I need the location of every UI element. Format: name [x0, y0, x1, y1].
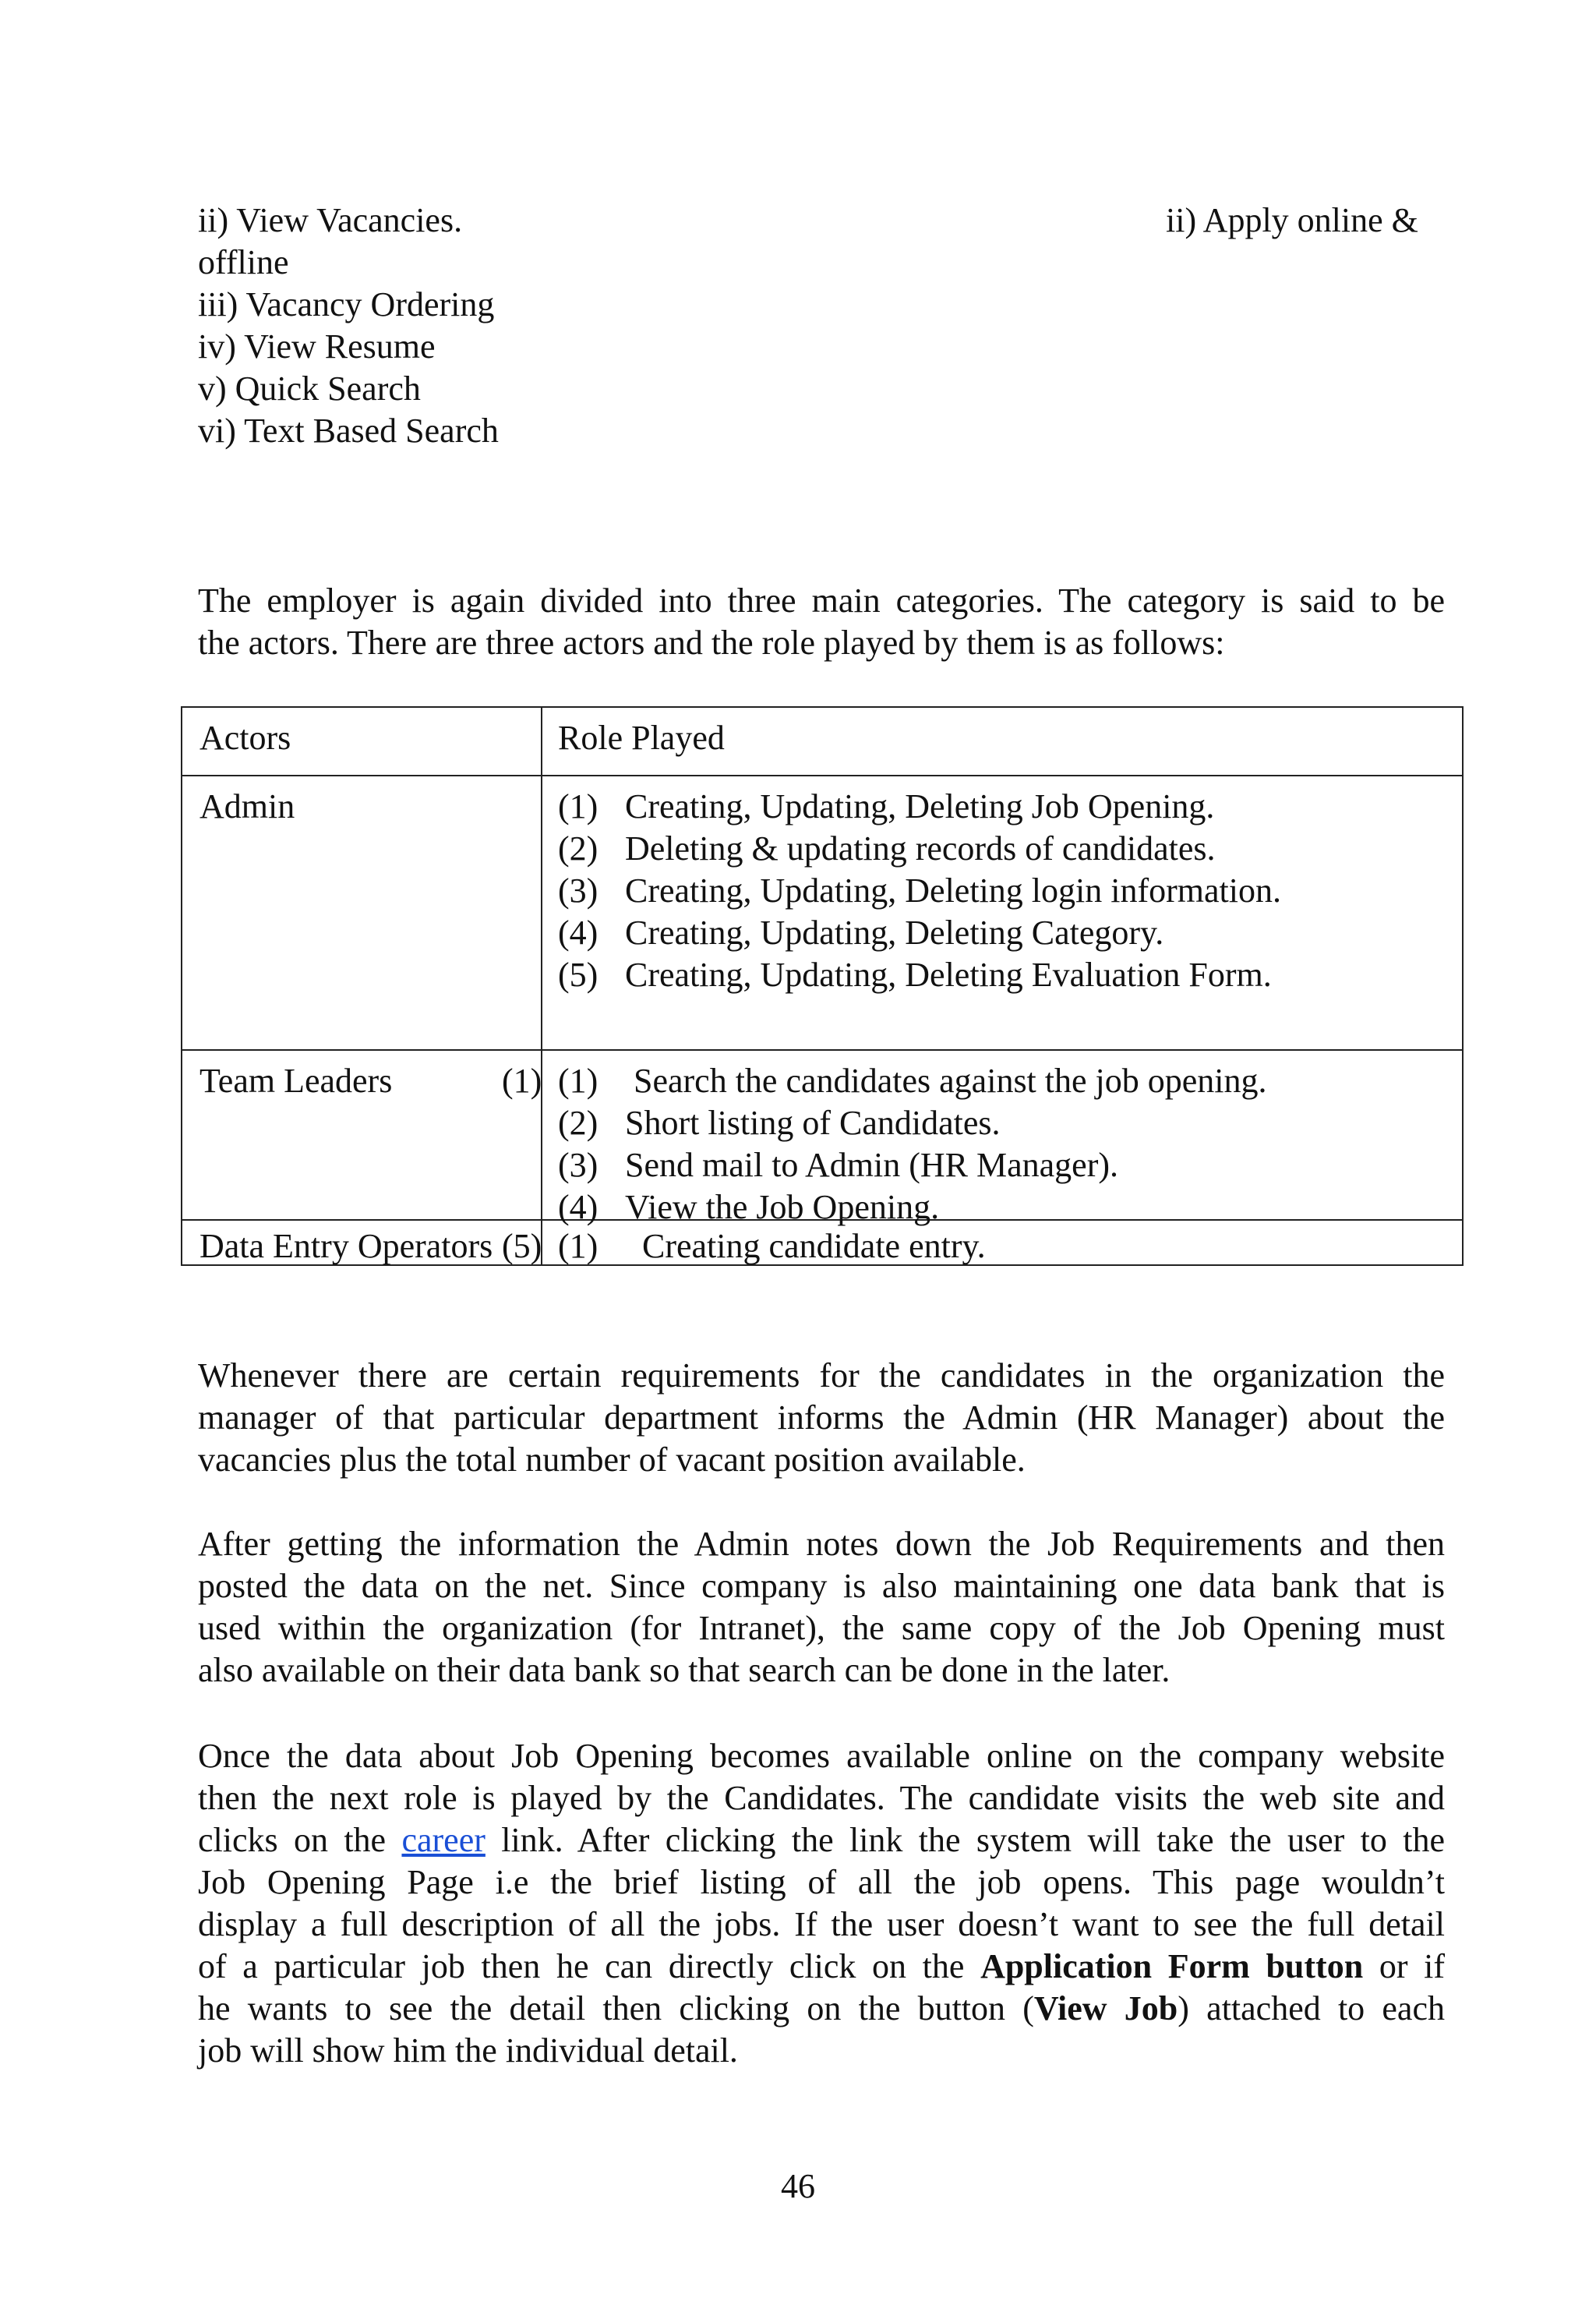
table-row-divider — [182, 775, 1462, 776]
paragraph-line: posted the data on the net. Since company is also maintaining one data bank that is — [198, 1567, 1445, 1605]
row-marker: (5) — [502, 1227, 542, 1265]
list-item: offline — [198, 243, 289, 281]
admin-roles — [558, 786, 1281, 996]
application-form-button-text: Application Form button — [980, 1947, 1364, 1985]
role-item: (2) Short listing of Candidates. — [558, 1104, 1001, 1142]
row-marker: (1) — [502, 1062, 542, 1100]
role-item: (3) Creating, Updating, Deleting login information. — [558, 871, 1281, 910]
apply-online-item: ii) Apply online & — [1166, 201, 1418, 239]
role-item: (1) Creating candidate entry. — [558, 1227, 986, 1265]
list-item: v) Quick Search — [198, 369, 421, 408]
paragraph-line: The employer is again divided into three main categories. The category is said to be — [198, 582, 1445, 620]
view-job-text: View Job — [1033, 1989, 1178, 2027]
paragraph-line: Whenever there are certain requirements for the candidates in the organization the — [198, 1356, 1445, 1395]
role-item: (4) View the Job Opening. — [558, 1188, 940, 1226]
role-item: (1) Search the candidates against the job opening. — [558, 1062, 1267, 1100]
list-item: iii) Vacancy Ordering — [198, 285, 495, 323]
vacancy-feature-list — [198, 200, 499, 452]
requirements-paragraph — [198, 1355, 1445, 1481]
candidates-paragraph — [198, 1735, 1445, 2072]
table-row-divider — [182, 1049, 1462, 1051]
actor-admin: Admin — [200, 787, 295, 825]
paragraph-line: of a particular job then he can directly click on the Application Form button or if — [198, 1947, 1445, 1985]
paragraph-line: Job Opening Page i.e the brief listing of all the job opens. This page wouldn’t — [198, 1863, 1445, 1901]
role-item: (3) Send mail to Admin (HR Manager). — [558, 1146, 1119, 1184]
table-column-divider — [541, 708, 542, 1264]
role-item: (4) Creating, Updating, Deleting Category. — [558, 914, 1164, 952]
paragraph-line: also available on their data bank so that search can be done in the later. — [198, 1651, 1171, 1689]
role-item: (5) Creating, Updating, Deleting Evaluation Form. — [558, 956, 1272, 994]
paragraph-line: After getting the information the Admin notes down the Job Requirements and then — [198, 1525, 1445, 1563]
list-item: ii) View Vacancies. — [198, 201, 463, 239]
actor-data-entry-operators: Data Entry Operators — [200, 1227, 493, 1265]
intro-paragraph — [198, 580, 1445, 664]
admin-paragraph — [198, 1523, 1445, 1692]
team-leader-roles — [558, 1060, 1267, 1228]
table-header-actors: Actors — [200, 719, 291, 757]
career-link[interactable]: career — [401, 1821, 486, 1859]
list-item: iv) View Resume — [198, 327, 436, 366]
data-entry-roles — [558, 1225, 986, 1267]
paragraph-line: vacancies plus the total number of vacant position available. — [198, 1441, 1026, 1479]
paragraph-line: he wants to see the detail then clicking on the button (View Job) attached to each — [198, 1989, 1445, 2027]
paragraph-line: used within the organization (for Intranet), the same copy of the Job Opening must — [198, 1609, 1445, 1647]
paragraph-line: the actors. There are three actors and the role played by them is as follows: — [198, 624, 1225, 662]
paragraph-line: display a full description of all the jobs. If the user doesn’t want to see the full detail — [198, 1905, 1445, 1943]
actor-team-leaders: Team Leaders — [200, 1062, 393, 1100]
list-item: vi) Text Based Search — [198, 412, 499, 450]
paragraph-line: then the next role is played by the Candidates. The candidate visits the web site and — [198, 1779, 1445, 1817]
role-item: (1) Creating, Updating, Deleting Job Opening. — [558, 787, 1215, 825]
paragraph-line: Once the data about Job Opening becomes available online on the company website — [198, 1737, 1445, 1775]
role-item: (2) Deleting & updating records of candidates. — [558, 829, 1216, 868]
paragraph-line: manager of that particular department informs the Admin (HR Manager) about the — [198, 1398, 1445, 1437]
paragraph-line: job will show him the individual detail. — [198, 2031, 738, 2070]
page-number: 46 — [781, 2167, 815, 2205]
table-header-role: Role Played — [558, 719, 725, 757]
actors-table — [181, 706, 1464, 1266]
paragraph-line: clicks on the career link. After clicking the link the system will take the user to the — [198, 1821, 1445, 1859]
